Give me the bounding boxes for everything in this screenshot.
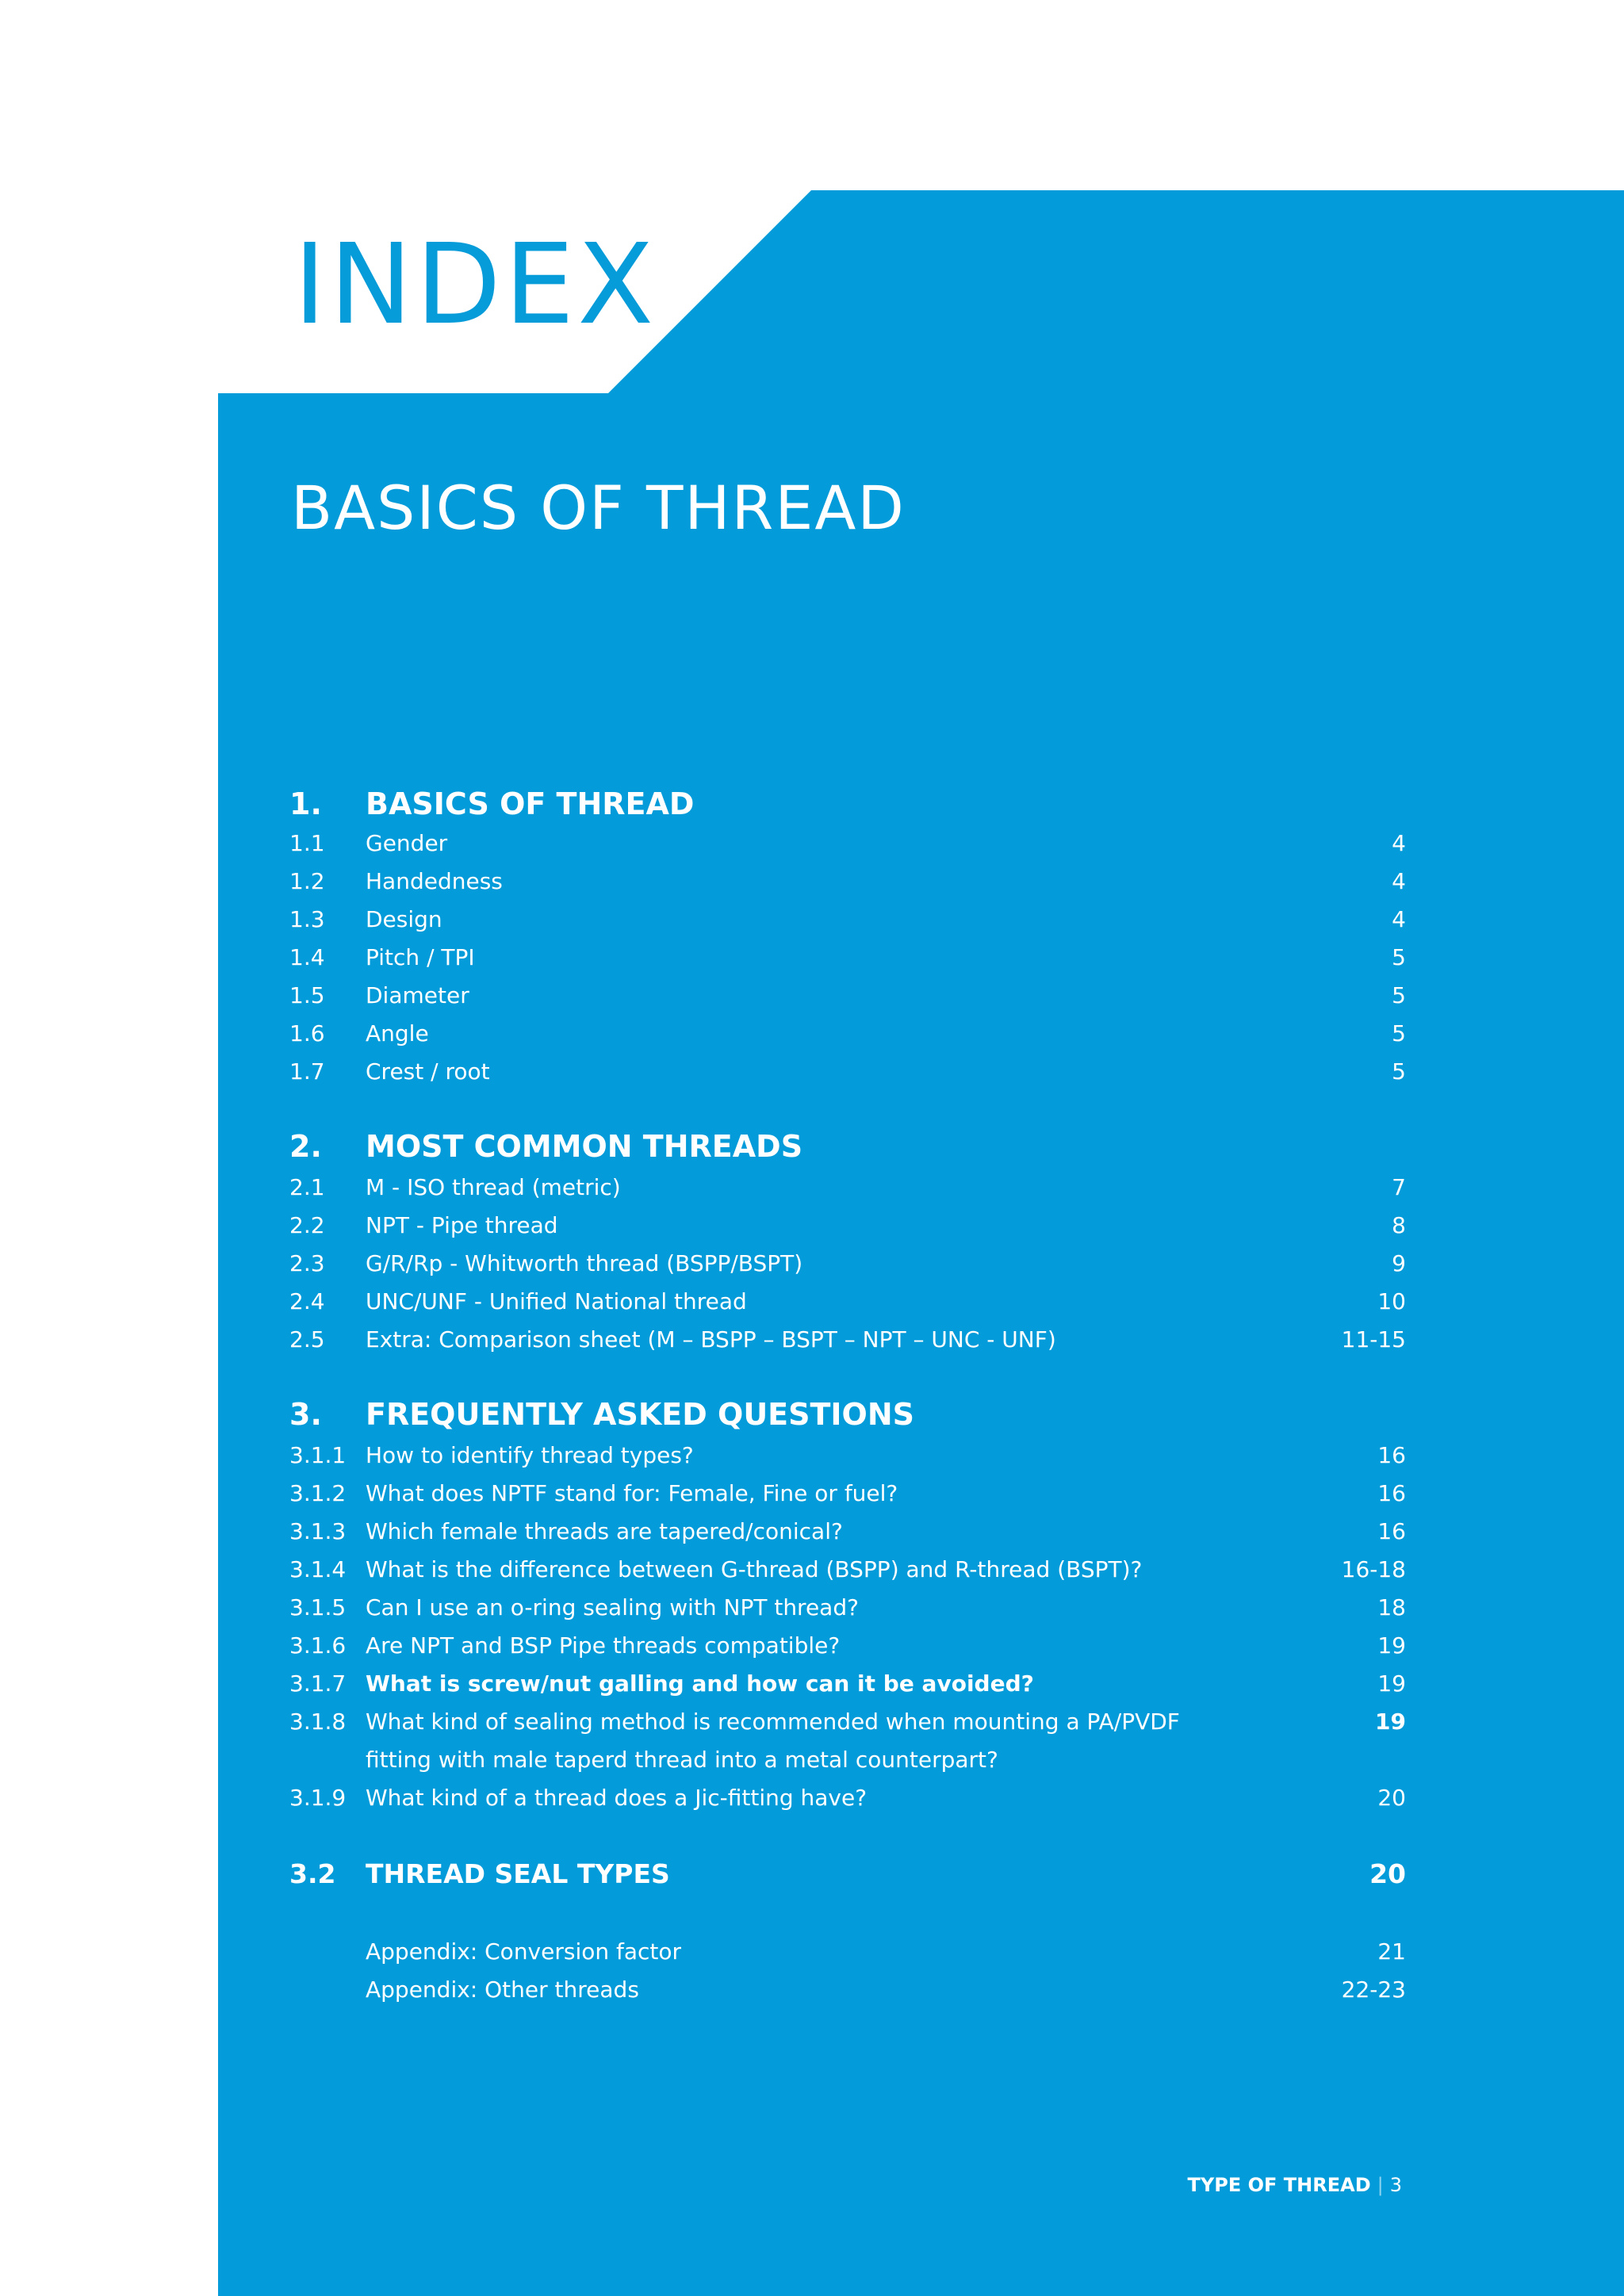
- toc-page: 16: [1377, 1442, 1406, 1468]
- toc-page: 5: [1392, 1058, 1406, 1085]
- toc-text: How to identify thread types?: [366, 1442, 694, 1468]
- toc-text: What is the difference between G-thread (BSPP) and R-thread (BSPT)?: [366, 1556, 1143, 1582]
- toc-page: 18: [1377, 1594, 1406, 1621]
- toc-page: 8: [1392, 1212, 1406, 1238]
- toc-page: 10: [1377, 1288, 1406, 1314]
- toc-page: 4: [1392, 830, 1406, 856]
- toc-page: 9: [1392, 1250, 1406, 1276]
- toc-row-3-1-7[interactable]: [289, 1665, 1406, 1703]
- toc-number: 3.1.9: [289, 1785, 347, 1811]
- toc-text: What does NPTF stand for: Female, Fine or fuel?: [366, 1480, 898, 1506]
- toc-number: 3.1.6: [289, 1632, 347, 1659]
- toc-text: What kind of sealing method is recommended when mounting a PA/PVDF: [366, 1709, 1180, 1735]
- toc-row-3-1-8-continued[interactable]: [289, 1741, 1406, 1779]
- toc-row-1-5[interactable]: [289, 977, 1406, 1015]
- toc-row-2-5[interactable]: [289, 1321, 1406, 1359]
- toc-page: 22-23: [1341, 1976, 1406, 2003]
- toc-number: 3.1.8: [289, 1709, 347, 1735]
- toc-row-3-1-5[interactable]: [289, 1589, 1406, 1627]
- toc-number: 1.1: [289, 830, 325, 856]
- page-footer: [1188, 2171, 1402, 2199]
- toc-appendix-1[interactable]: [289, 1933, 1406, 1971]
- toc-number: 2.5: [289, 1326, 325, 1353]
- toc-text-continued: fitting with male taperd thread into a metal counterpart?: [366, 1747, 998, 1773]
- toc-number: 1.7: [289, 1058, 325, 1085]
- toc-text: Gender: [366, 830, 448, 856]
- toc-heading-number: 3.2: [289, 1858, 336, 1889]
- toc-number: 1.2: [289, 868, 325, 894]
- toc-row-1-1[interactable]: [289, 825, 1406, 863]
- toc-page: 19: [1377, 1670, 1406, 1697]
- toc-number: 3.1.3: [289, 1518, 347, 1544]
- toc-text: G/R/Rp - Whitworth thread (BSPP/BSPT): [366, 1250, 803, 1276]
- section-title: BASICS OF THREAD: [291, 473, 906, 543]
- toc-row-1-7[interactable]: [289, 1053, 1406, 1091]
- toc-text: Extra: Comparison sheet (M – BSPP – BSPT – NPT – UNC - UNF): [366, 1326, 1056, 1353]
- toc-page: 19: [1377, 1632, 1406, 1659]
- toc-page: 21: [1377, 1938, 1406, 1965]
- footer-separator: |: [1377, 2174, 1384, 2196]
- toc-page: 7: [1392, 1174, 1406, 1200]
- toc-heading-title: FREQUENTLY ASKED QUESTIONS: [366, 1397, 915, 1432]
- toc-heading-2[interactable]: [289, 1124, 1406, 1169]
- toc-heading-title: MOST COMMON THREADS: [366, 1129, 803, 1164]
- toc-page: 5: [1392, 982, 1406, 1008]
- toc-heading-number: 1.: [289, 786, 322, 821]
- toc-heading-number: 3.: [289, 1397, 322, 1432]
- toc-number: 2.4: [289, 1288, 325, 1314]
- toc-text: What is screw/nut galling and how can it be avoided?: [366, 1670, 1034, 1697]
- toc-row-1-6[interactable]: [289, 1015, 1406, 1053]
- toc-number: 2.2: [289, 1212, 325, 1238]
- toc-text: M - ISO thread (metric): [366, 1174, 621, 1200]
- toc-text: NPT - Pipe thread: [366, 1212, 558, 1238]
- toc-heading-1[interactable]: [289, 782, 1406, 826]
- toc-number: 3.1.7: [289, 1670, 347, 1697]
- toc-text: Are NPT and BSP Pipe threads compatible?: [366, 1632, 841, 1659]
- toc-heading-3[interactable]: [289, 1392, 1406, 1437]
- toc-text: Handedness: [366, 868, 503, 894]
- toc-number: 3.1.5: [289, 1594, 347, 1621]
- toc-number: 3.1.1: [289, 1442, 347, 1468]
- toc-number: 2.1: [289, 1174, 325, 1200]
- toc-page: 4: [1392, 906, 1406, 932]
- toc-text: What kind of a thread does a Jic-fitting have?: [366, 1785, 868, 1811]
- toc-row-2-3[interactable]: [289, 1245, 1406, 1283]
- toc-page: 16: [1377, 1480, 1406, 1506]
- toc-text: Which female threads are tapered/conical?: [366, 1518, 843, 1544]
- toc-heading-3-2[interactable]: [289, 1854, 1406, 1895]
- toc-text: Appendix: Conversion factor: [366, 1938, 682, 1965]
- toc-number: 3.1.4: [289, 1556, 347, 1582]
- toc-row-3-1-8[interactable]: [289, 1703, 1406, 1741]
- toc-page: 11-15: [1341, 1326, 1406, 1353]
- toc-appendix-2[interactable]: [289, 1971, 1406, 2009]
- toc-number: 1.5: [289, 982, 325, 1008]
- toc-row-3-1-1[interactable]: [289, 1437, 1406, 1475]
- toc-text: Crest / root: [366, 1058, 490, 1085]
- footer-page-number: 3: [1389, 2174, 1402, 2196]
- toc-row-3-1-4[interactable]: [289, 1551, 1406, 1589]
- toc-number: 2.3: [289, 1250, 325, 1276]
- toc-heading-title: BASICS OF THREAD: [366, 786, 695, 821]
- toc-page: 20: [1377, 1785, 1406, 1811]
- toc-text: Can I use an o-ring sealing with NPT thread?: [366, 1594, 859, 1621]
- toc-text: Diameter: [366, 982, 469, 1008]
- toc-row-2-4[interactable]: [289, 1283, 1406, 1321]
- toc-text: Pitch / TPI: [366, 944, 475, 970]
- toc-heading-number: 2.: [289, 1129, 322, 1164]
- footer-label: TYPE OF THREAD: [1187, 2174, 1371, 2196]
- toc-page: 19: [1375, 1709, 1406, 1735]
- toc-row-1-3[interactable]: [289, 901, 1406, 939]
- toc-row-1-4[interactable]: [289, 939, 1406, 977]
- toc-row-1-2[interactable]: [289, 863, 1406, 901]
- toc-page: 16-18: [1341, 1556, 1406, 1582]
- toc-row-2-2[interactable]: [289, 1207, 1406, 1245]
- toc-row-3-1-6[interactable]: [289, 1627, 1406, 1665]
- toc-page: 16: [1377, 1518, 1406, 1544]
- toc-page: 20: [1369, 1858, 1406, 1889]
- toc-page: 4: [1392, 868, 1406, 894]
- toc-text: UNC/UNF - Unified National thread: [366, 1288, 747, 1314]
- toc-page: 5: [1392, 1020, 1406, 1047]
- toc-text: Angle: [366, 1020, 429, 1047]
- index-title: INDEX: [293, 220, 657, 350]
- toc-text: Design: [366, 906, 442, 932]
- toc-number: 1.3: [289, 906, 325, 932]
- toc-page: 5: [1392, 944, 1406, 970]
- toc-heading-title: THREAD SEAL TYPES: [366, 1858, 670, 1889]
- toc-number: 1.4: [289, 944, 325, 970]
- toc-row-3-1-2[interactable]: [289, 1475, 1406, 1513]
- toc-number: 3.1.2: [289, 1480, 347, 1506]
- toc-text: Appendix: Other threads: [366, 1976, 639, 2003]
- toc-row-3-1-3[interactable]: [289, 1513, 1406, 1551]
- toc-row-2-1[interactable]: [289, 1169, 1406, 1207]
- toc-number: 1.6: [289, 1020, 325, 1047]
- toc-row-3-1-9[interactable]: [289, 1779, 1406, 1817]
